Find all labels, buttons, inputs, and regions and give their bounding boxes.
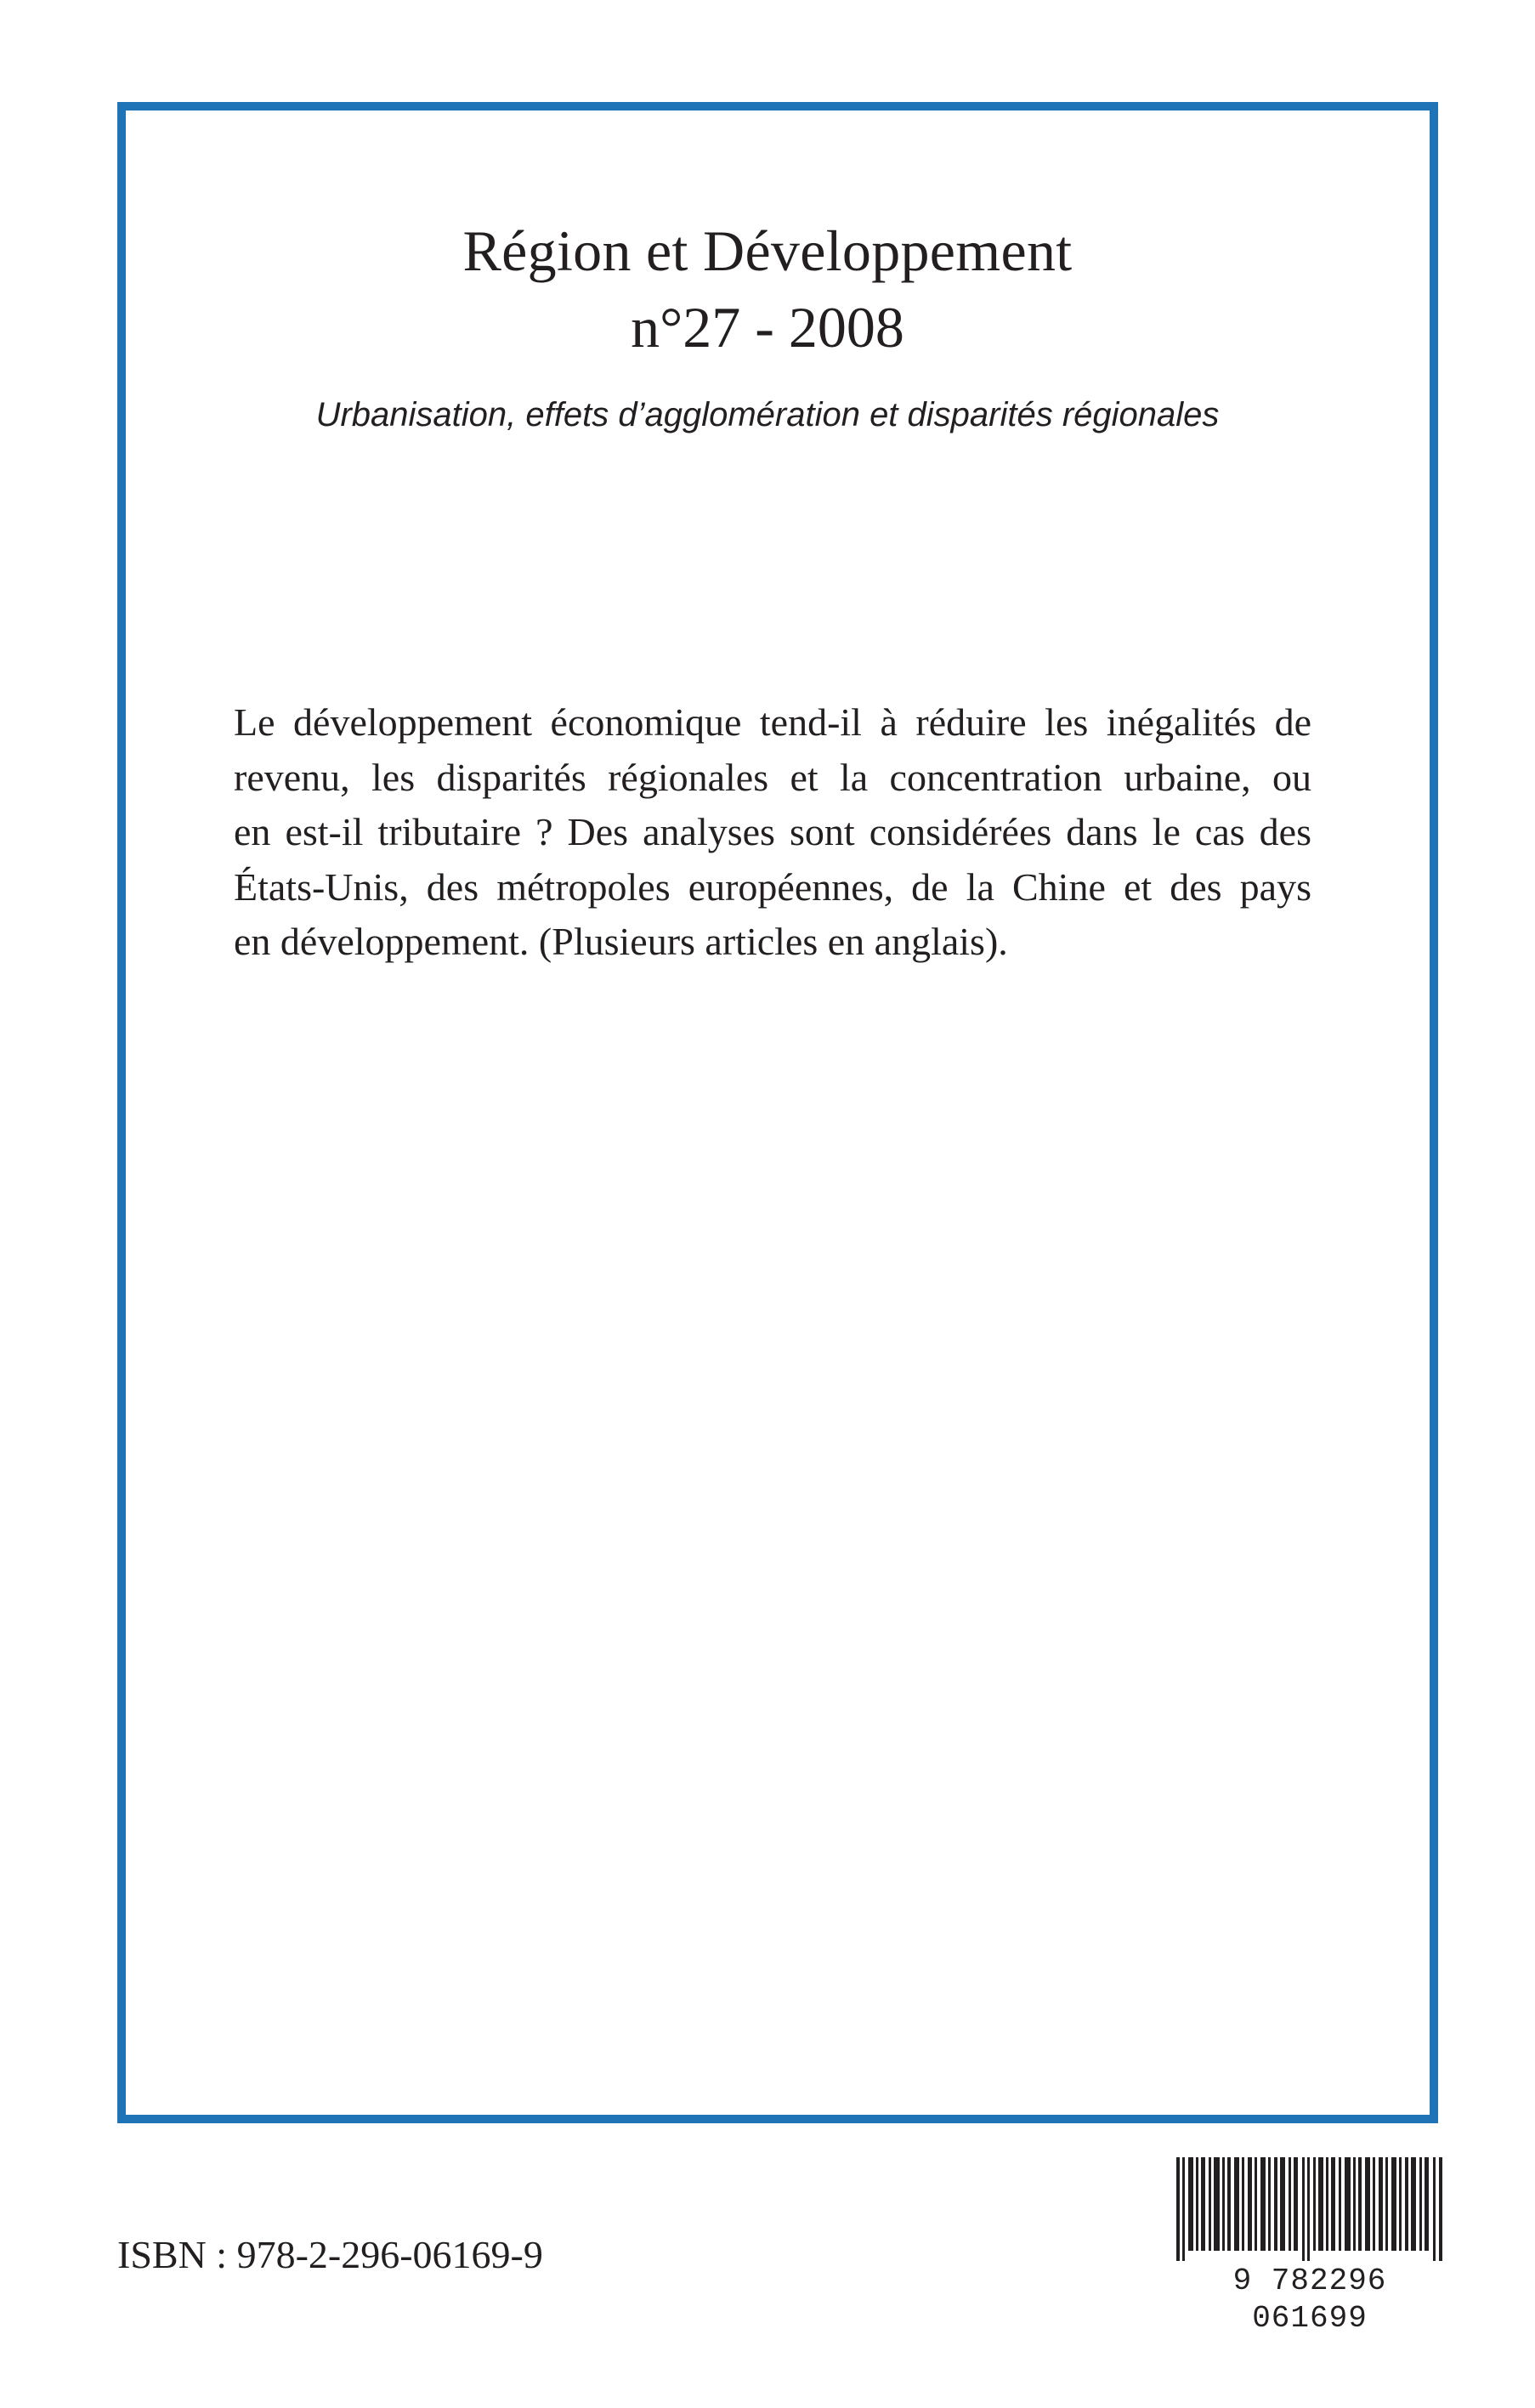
description-line: en développement. (Plusieurs articles en anglais). xyxy=(234,920,1008,963)
description-line: États-Unis, des métropoles européennes, de la Chine et des pays xyxy=(234,864,1311,909)
description-line: revenu, les disparités régionales et la concentration urbaine, ou xyxy=(234,755,1311,799)
isbn-label: ISBN : 978-2-296-06169-9 xyxy=(117,2233,543,2276)
description-line: en est-il tributaire ? Des analyses sont considérées dans le cas des xyxy=(234,810,1311,853)
description-paragraph xyxy=(234,695,1311,970)
description-line: Le développement économique tend-il à réduire les inégalités de xyxy=(234,700,1311,744)
barcode-bars xyxy=(1173,2157,1447,2261)
journal-title: Région et Développement xyxy=(462,218,1073,283)
issue-number: n°27 - 2008 xyxy=(631,295,904,360)
issue-subtitle: Urbanisation, effets d’agglomération et disparités régionales xyxy=(315,396,1220,433)
barcode-digits: 9 782296 061699 xyxy=(1232,2264,1387,2336)
barcode xyxy=(1173,2157,1447,2336)
